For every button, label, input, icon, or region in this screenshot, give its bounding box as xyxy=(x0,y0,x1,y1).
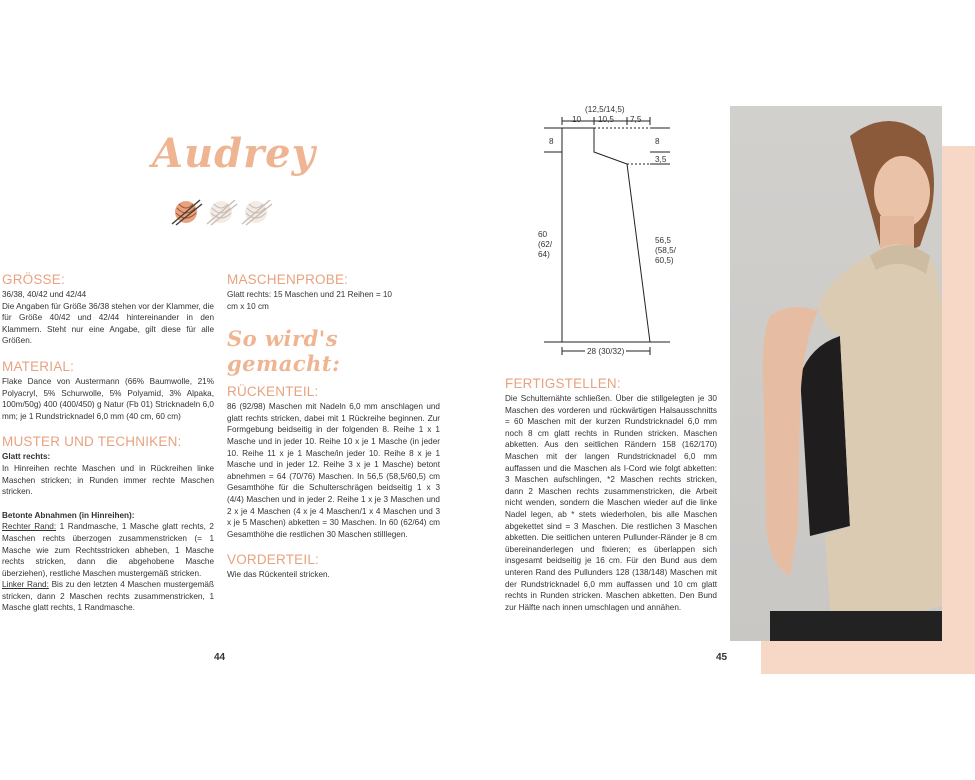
schematic-diagram xyxy=(530,100,680,362)
groesse-sizes: 36/38, 40/42 und 42/44 xyxy=(2,290,87,299)
schematic-top-seg3: 7,5 xyxy=(630,115,642,124)
linker-rand xyxy=(2,579,214,614)
model-photo xyxy=(730,106,942,641)
maschenprobe-text: Glatt rechts: 15 Maschen und 21 Reihen = 10 cm x 10 cm xyxy=(227,290,392,311)
rechter-text: 1 Randmasche, 1 Masche glatt rechts, 2 Maschen rechts überzogen zusammenstricken (= 1 Masche wie zum Rechtsstricken abheben, 1 Masche rechts stricken, dann die abgehobene Masche überziehen), restliche Maschen mustergemäß stricken. xyxy=(2,522,214,578)
schematic-left-h3: 64) xyxy=(538,250,550,259)
schematic-left-height xyxy=(538,230,552,260)
fertigstellen-heading: FERTIGSTELLEN: xyxy=(505,376,621,391)
yarn-ball-icon-empty xyxy=(207,200,237,225)
page-number-left: 44 xyxy=(214,652,226,663)
schematic-bottom-width: 28 (30/32) xyxy=(587,347,625,356)
rechter-label: Rechter Rand: xyxy=(2,522,57,532)
schematic-top-total: (12,5/14,5) xyxy=(585,105,625,114)
schematic-right-h2: (58,5/ xyxy=(655,246,676,255)
schematic-right-h1: 56,5 xyxy=(655,236,671,245)
muster-text xyxy=(2,451,214,614)
fertigstellen-section xyxy=(505,376,717,613)
middle-column xyxy=(227,272,440,581)
schematic-right-top-a: 8 xyxy=(655,137,660,146)
so-wirds-gemacht: So wird's gemacht: xyxy=(227,326,341,377)
groesse-note: Die Angaben für Größe 36/38 stehen vor der Klammer, die für Größe 40/42 und 42/44 hintereinander in den Klammern. Steht nur eine Angabe, gilt diese für alle Größen. xyxy=(2,301,214,346)
schematic-top-seg1: 10 xyxy=(572,115,582,124)
rueckenteil-text: 86 (92/98) Maschen mit Nadeln 6,0 mm anschlagen und glatt rechts stricken, dabei mit 1 Rückreihe beginnen. Zur Formgebung beidseitig in der folgenden 8. Reihe 1 x 1 Masche und in jeder 10. Reihe 10 x je 1 Masche (in jeder 10. Reihe 11 x je 1 Masche/in jeder 10. Reihe 8 x je 1 Masche und in jeder 12. Reihe 3 x je 1 Masche) betont abnehmen = 64 (70/76) Maschen. In 56,5 (58,5/60,5) cm Gesamthöhe für die Schulterschrägen beidseitig 1 x 3 (4/4) Maschen und in jeder 2. Reihe 1 x je 3 Maschen und 2 x je 4 Maschen (4 x je 4 Maschen/1 x 4 Maschen und 3 x je 5 Maschen) abketten = 30 Maschen. In 60 (62/64) cm Gesamthöhe die restlichen 30 Maschen stilllegen. xyxy=(227,402,440,539)
yarn-ball-icon xyxy=(168,196,278,226)
groesse-heading: GRÖSSE: xyxy=(2,272,65,287)
yarn-ball-icon-empty xyxy=(242,200,272,225)
pattern-title: Audrey xyxy=(152,130,316,177)
model-figure xyxy=(730,106,942,641)
left-column xyxy=(2,272,214,614)
muster-heading: MUSTER UND TECHNIKEN: xyxy=(2,434,182,450)
material-text: Flake Dance von Austermann (66% Baumwolle, 21% Polyacryl, 5% Schurwolle, 5% Polyamid, 3% Alpaka, 100m/50g) 400 (400/450) g Natur (Fb 01) Stricknadeln 6,0 mm; je 1 Rundstricknadel 6,0 mm (40 cm, 60 cm) xyxy=(2,376,214,421)
schematic-top-seg2: 10,5 xyxy=(598,115,614,124)
rechter-rand xyxy=(2,521,214,579)
page-number-right: 45 xyxy=(716,652,728,663)
material-heading: MATERIAL: xyxy=(2,358,75,374)
glatt-text: In Hinreihen rechte Maschen und in Rückreihen linke Maschen stricken; in Runden immer rechte Maschen stricken. xyxy=(2,463,214,497)
vorderteil-heading: VORDERTEIL: xyxy=(227,552,319,568)
groesse-text xyxy=(2,289,214,347)
schematic-right-height xyxy=(655,236,676,266)
linker-label: Linker Rand: xyxy=(2,580,49,590)
glatt-title: Glatt rechts: xyxy=(2,452,51,462)
vorderteil-text: Wie das Rückenteil stricken. xyxy=(227,570,330,580)
schematic-right-h3: 60,5) xyxy=(655,256,674,265)
yarn-ball-icon-filled xyxy=(172,200,202,225)
fertigstellen-text: Die Schulternähte schließen. Über die stillgelegten je 30 Maschen des vorderen und rückwärtigen Halsausschnitts = 60 Maschen mit der kurzen Rundstricknadel 6,0 mm noch 8 cm glatt rechts in Runden stricken. Maschen abketten. Aus den seitlichen Rändern 158 (162/170) Maschen mit der langen Rundstricknadel 6,0 mm auffassen und die Maschen als I-Cord wie folgt abketten: 3 Maschen aufschlingen, *2 Maschen rechts stricken, dann 2 Maschen rechts zusammenstricken, die Arbeit nicht wenden, sondern die Maschen wieder auf die linke Nadel legen, ab * stets wiederholen, bis alle Maschen abgekettet sind = 3 Maschen. Die restlichen 3 Maschen abketten. Die seitlichen unteren Pullunder-Ränder je 8 cm übereinanderlegen und fixieren; es überlappen sich insgesamt beidseitig je 16 cm. Für den Bund aus dem unteren Rand des Pullunders 128 (138/148) Maschen mit der Rundstricknadel 6,0 mm auffassen und 10 cm glatt rechts in Runden stricken. Maschen abketten. Den Bund zur Hälfte nach innen umschlagen und annähen. xyxy=(505,394,717,612)
schematic-left-h2: (62/ xyxy=(538,240,553,249)
linker-text: Bis zu den letzten 4 Maschen mustergemäß stricken, dann 2 Maschen rechts zusammenstricken, 1 Masche glatt rechts, 1 Randmasche. xyxy=(2,580,214,613)
schematic-right-top-b: 3,5 xyxy=(655,155,667,164)
betonte-title: Betonte Abnahmen (in Hinreihen): xyxy=(2,510,135,520)
schematic-left-h1: 60 xyxy=(538,230,548,239)
schematic-left-top: 8 xyxy=(549,137,554,146)
maschenprobe-heading: MASCHENPROBE: xyxy=(227,272,349,287)
difficulty-rating xyxy=(168,196,278,226)
rueckenteil-heading: RÜCKENTEIL: xyxy=(227,384,319,400)
